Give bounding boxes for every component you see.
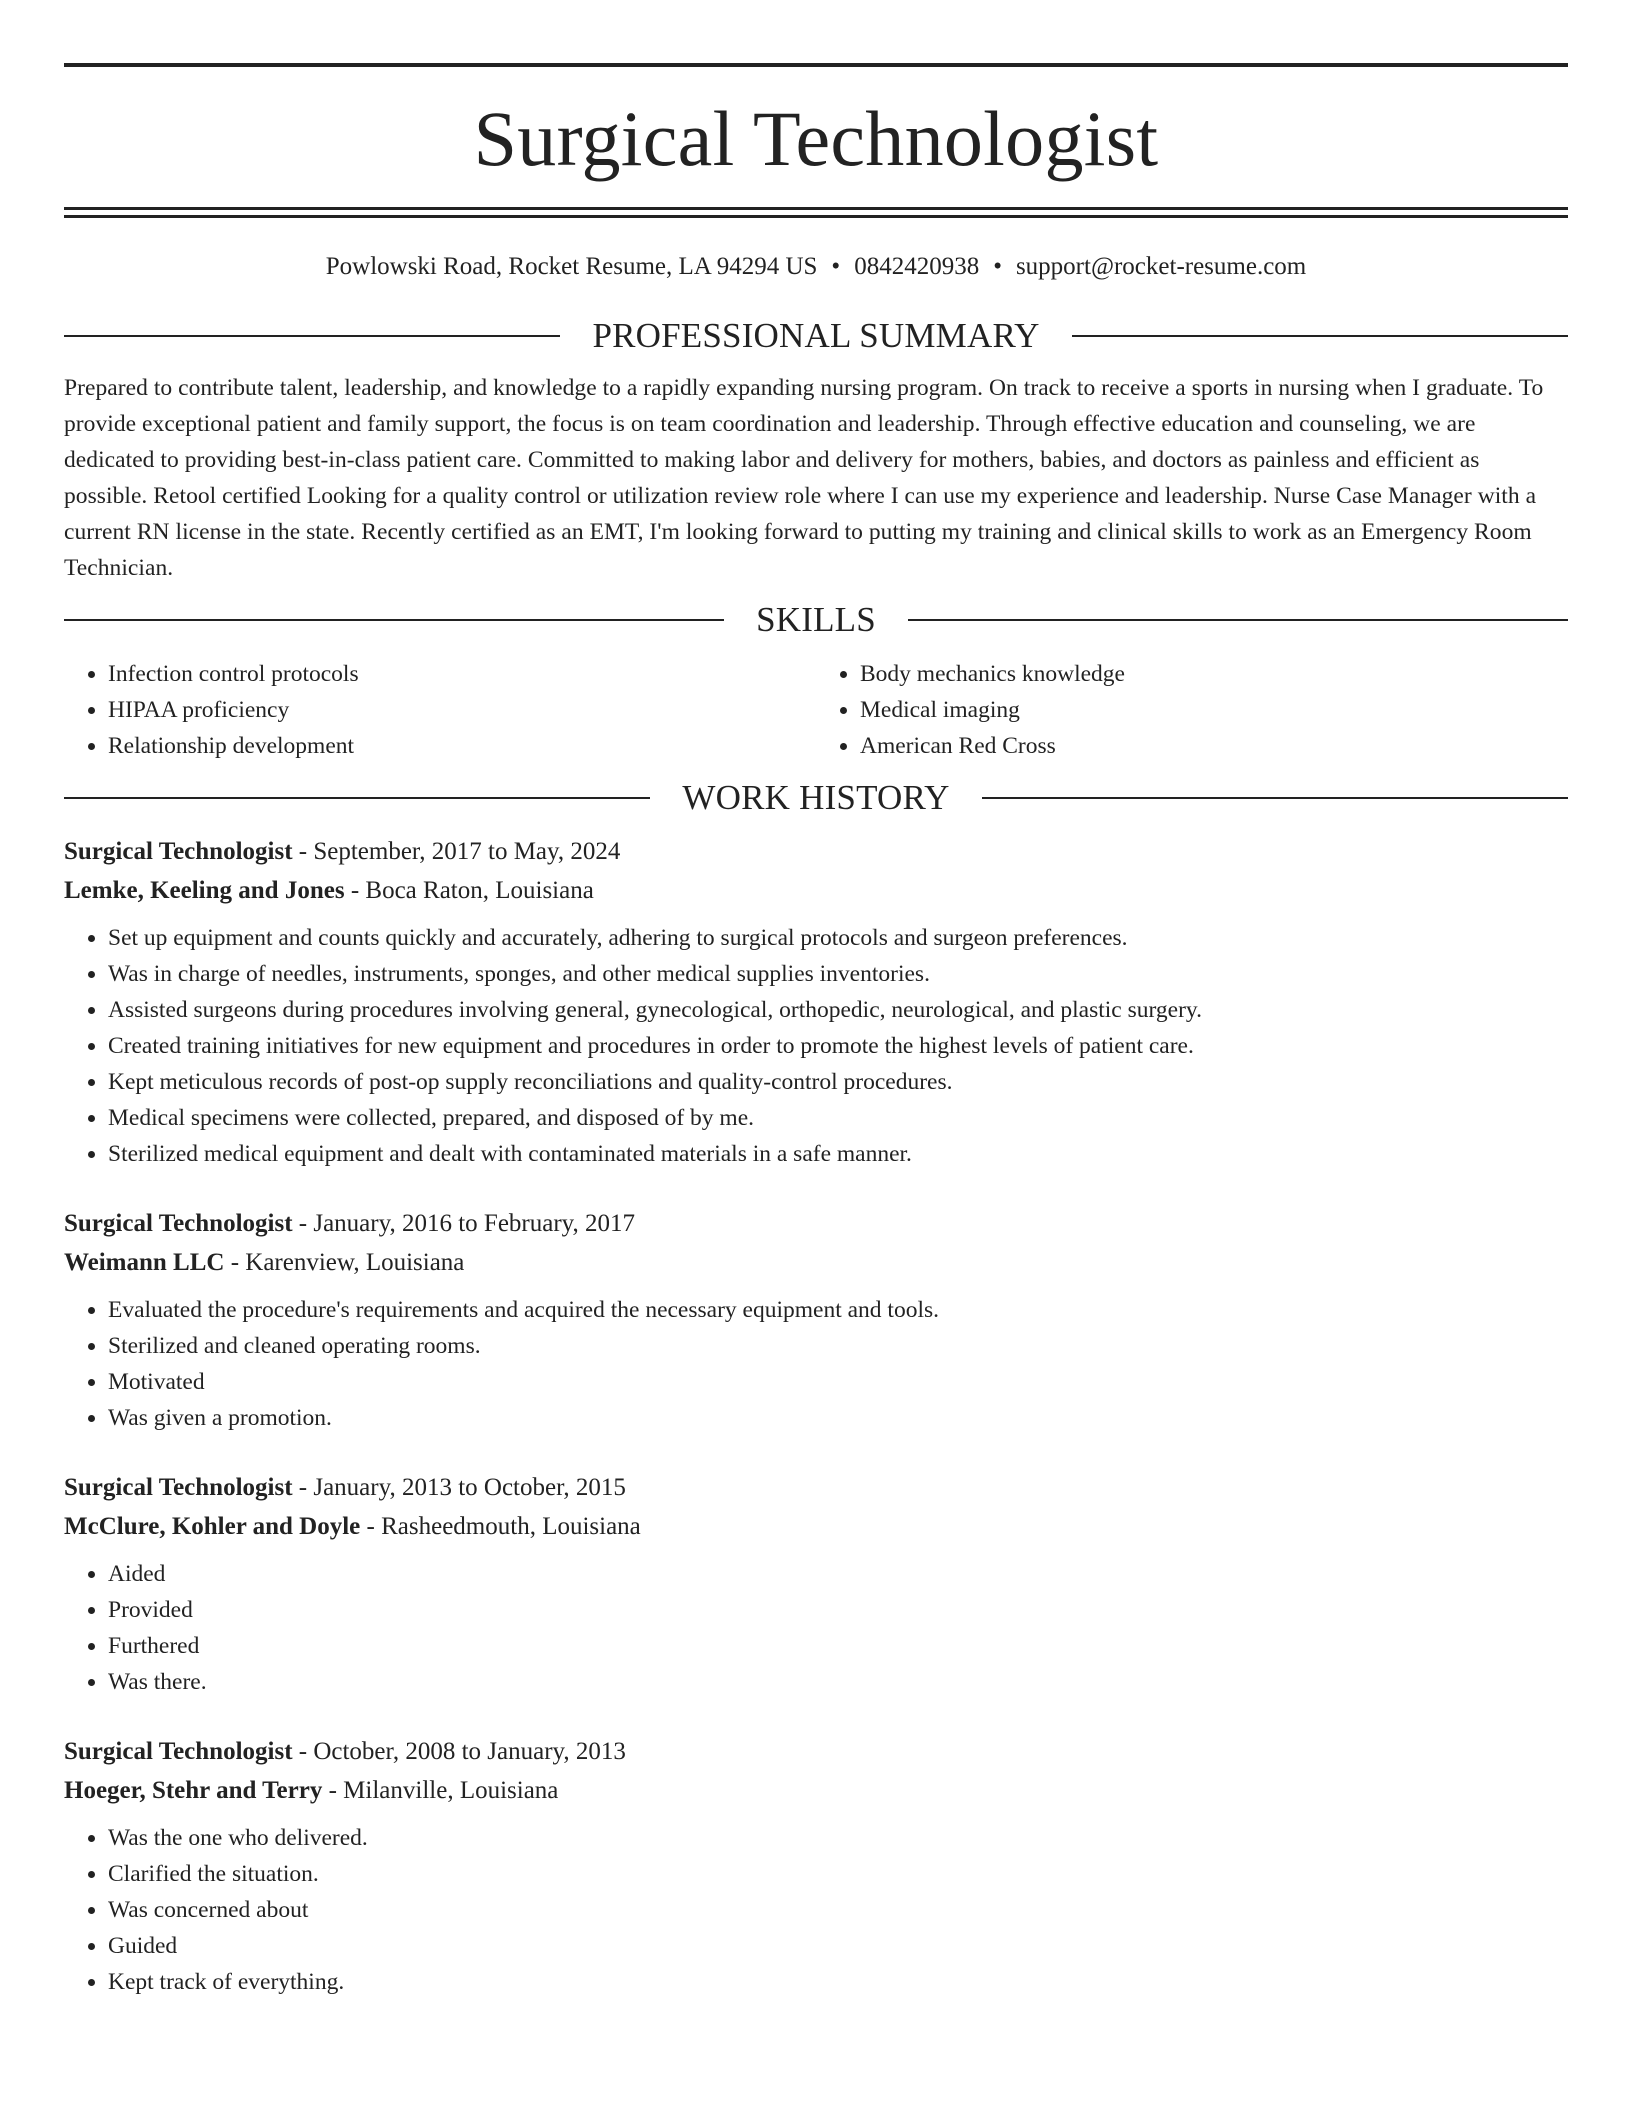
- job-location: - Boca Raton, Louisiana: [344, 877, 594, 904]
- job-company-line: [64, 871, 1568, 910]
- job-bullet: • Was the one who delivered.: [108, 1820, 1568, 1856]
- job-title-line: [64, 1204, 1568, 1243]
- job-bullet: • Provided: [108, 1592, 1568, 1628]
- section-header-summary: [64, 314, 1568, 358]
- job-location: - Milanville, Louisiana: [322, 1777, 559, 1804]
- section-rule: [908, 619, 1568, 621]
- title-double-rule: [64, 207, 1568, 218]
- contact-address: Powlowski Road, Rocket Resume, LA 94294 US: [325, 253, 818, 280]
- job-bullet: • Guided: [108, 1928, 1568, 1964]
- skills-list: [64, 656, 1568, 764]
- skills-column-left: [64, 656, 816, 764]
- job-entry: [64, 832, 1568, 1172]
- job-role: Surgical Technologist: [64, 1210, 293, 1237]
- job-bullets: [64, 1556, 1568, 1700]
- job-bullet: • Kept track of everything.: [108, 1964, 1568, 2000]
- page-title: Surgical Technologist: [473, 95, 1159, 182]
- job-company: Hoeger, Stehr and Terry: [64, 1777, 323, 1804]
- job-company-line: [64, 1243, 1568, 1282]
- job-bullets: [64, 1292, 1568, 1436]
- job-bullet: • Created training initiatives for new equipment and procedures in order to promote the highest levels of patient care.: [108, 1028, 1568, 1064]
- job-role: Surgical Technologist: [64, 1738, 293, 1765]
- job-bullet: • Furthered: [108, 1628, 1568, 1664]
- job-bullet: • Aided: [108, 1556, 1568, 1592]
- job-bullet: • Kept meticulous records of post-op supply reconciliations and quality-control procedures.: [108, 1064, 1568, 1100]
- section-title: SKILLS: [756, 600, 876, 639]
- skill-item: • American Red Cross: [860, 728, 1568, 764]
- job-entry: [64, 1468, 1568, 1700]
- section-rule: [64, 797, 650, 799]
- job-location: - Karenview, Louisiana: [224, 1249, 465, 1276]
- job-entry: [64, 1204, 1568, 1436]
- section-header-work: [64, 776, 1568, 820]
- top-rule: [64, 63, 1568, 67]
- skill-item: • HIPAA proficiency: [108, 692, 816, 728]
- section-title: WORK HISTORY: [682, 778, 950, 817]
- job-role: Surgical Technologist: [64, 1474, 293, 1501]
- work-history-list: [64, 832, 1568, 2000]
- job-bullet: • Assisted surgeons during procedures involving general, gynecological, orthopedic, neurological, and plastic surgery.: [108, 992, 1568, 1028]
- section-rule: [64, 335, 560, 337]
- skill-item: • Medical imaging: [860, 692, 1568, 728]
- summary-paragraph: Prepared to contribute talent, leadership, and knowledge to a rapidly expanding nursing program. On track to receive a sports in nursing when I graduate. To provide exceptional patient and family support, the focus is on team coordination and leadership. Through effective education and counseling, we are dedicated to providing best-in-class patient care. Committed to making labor and delivery for mothers, babies, and doctors as painless and efficient as possible. Retool certified Looking for a quality control or utilization review role where I can use my experience and leadership. Nurse Case Manager with a current RN license in the state. Recently certified as an EMT, I'm looking forward to putting my training and clinical skills to work as an Emergency Room Technician.: [64, 375, 1544, 581]
- job-bullet: • Was concerned about: [108, 1892, 1568, 1928]
- job-bullet: • Sterilized and cleaned operating rooms.: [108, 1328, 1568, 1364]
- job-dates: - January, 2016 to February, 2017: [292, 1210, 636, 1237]
- job-title-line: [64, 1468, 1568, 1507]
- section-rule: [64, 619, 724, 621]
- contact-phone: 0842420938: [854, 253, 980, 280]
- contact-email: support@rocket-resume.com: [1015, 253, 1307, 280]
- section-rule: [1072, 335, 1568, 337]
- skills-column-right: [816, 656, 1568, 764]
- job-entry: [64, 1732, 1568, 2000]
- section-header-skills: [64, 598, 1568, 642]
- contact-separator: •: [831, 253, 841, 280]
- section-title: PROFESSIONAL SUMMARY: [592, 316, 1040, 355]
- job-bullet: • Motivated: [108, 1364, 1568, 1400]
- contact-separator: •: [993, 253, 1002, 280]
- job-dates: - October, 2008 to January, 2013: [292, 1738, 626, 1765]
- contact-line: [64, 252, 1568, 282]
- job-bullet: • Was in charge of needles, instruments, sponges, and other medical supplies inventories.: [108, 956, 1568, 992]
- job-location: - Rasheedmouth, Louisiana: [360, 1513, 641, 1540]
- section-rule: [982, 797, 1568, 799]
- job-dates: - January, 2013 to October, 2015: [292, 1474, 626, 1501]
- job-bullet: • Set up equipment and counts quickly and accurately, adhering to surgical protocols and surgeon preferences.: [108, 920, 1568, 956]
- job-title-line: [64, 832, 1568, 871]
- job-bullet: • Clarified the situation.: [108, 1856, 1568, 1892]
- job-title-line: [64, 1732, 1568, 1771]
- job-bullets: [64, 920, 1568, 1172]
- job-bullet: • Was there.: [108, 1664, 1568, 1700]
- skill-item: • Infection control protocols: [108, 656, 816, 692]
- job-bullet: • Evaluated the procedure's requirements and acquired the necessary equipment and tools.: [108, 1292, 1568, 1328]
- job-company: McClure, Kohler and Doyle: [64, 1513, 361, 1540]
- skill-item: • Body mechanics knowledge: [860, 656, 1568, 692]
- job-bullet: • Was given a promotion.: [108, 1400, 1568, 1436]
- job-company-line: [64, 1507, 1568, 1546]
- job-company: Lemke, Keeling and Jones: [64, 877, 345, 904]
- job-company-line: [64, 1771, 1568, 1810]
- job-dates: - September, 2017 to May, 2024: [292, 838, 621, 865]
- job-role: Surgical Technologist: [64, 838, 293, 865]
- job-bullets: [64, 1820, 1568, 2000]
- job-company: Weimann LLC: [64, 1249, 225, 1276]
- job-bullet: • Medical specimens were collected, prepared, and disposed of by me.: [108, 1100, 1568, 1136]
- job-bullet: • Sterilized medical equipment and dealt with contaminated materials in a safe manner.: [108, 1136, 1568, 1172]
- skill-item: • Relationship development: [108, 728, 816, 764]
